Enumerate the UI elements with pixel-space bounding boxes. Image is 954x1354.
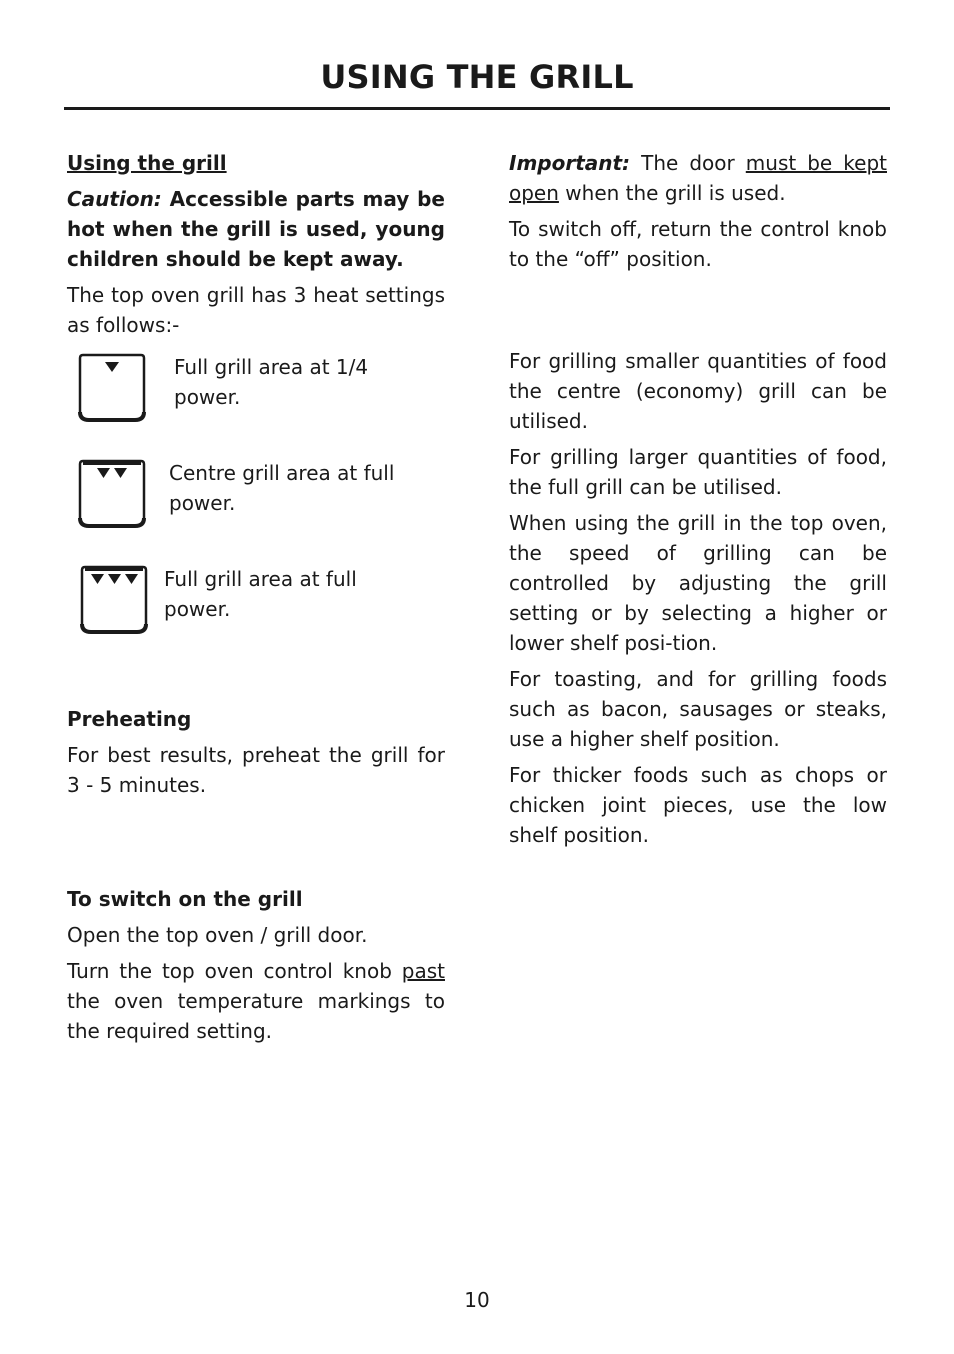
setting-row-2 — [67, 458, 445, 538]
important-note — [509, 148, 887, 208]
caution-text — [67, 184, 445, 274]
important-text-end: when the grill is used. — [558, 181, 786, 205]
setting-3-line-1: Full grill area at full — [164, 567, 357, 591]
switch-off-text: To switch off, return the control knob to the “off” position. — [509, 217, 887, 271]
setting-3-line-2: power. — [164, 597, 231, 621]
section-heading-switch-on: To switch on the grill — [67, 887, 303, 911]
setting-row-1 — [67, 352, 445, 432]
grill-one-triangle-icon — [75, 352, 149, 432]
switch-on-step-2-underlined: past — [401, 959, 445, 983]
setting-text-1 — [174, 352, 368, 412]
setting-2-line-1: Centre grill area at full — [169, 461, 395, 485]
switch-on-step-2-end: the oven temperature markings to the required setting. — [67, 989, 445, 1043]
left-column — [67, 148, 445, 1052]
switch-on-step-2-start: Turn the top oven control knob — [67, 959, 402, 983]
caution-label: Caution: — [67, 187, 162, 211]
grill-two-triangles-icon — [75, 458, 149, 538]
paragraph-speed-control: When using the grill in the top oven, the speed of grilling can be controlled by adjusting the grill setting or by selecting a higher or lower shelf posi-tion. — [509, 511, 887, 655]
caution-body: Accessible parts may be hot when the grill is used, young children should be kept away. — [67, 187, 445, 271]
setting-2-line-2: power. — [169, 491, 236, 515]
setting-text-2 — [169, 458, 394, 518]
setting-1-line-1: Full grill area at 1/4 — [174, 355, 369, 379]
page-number: 10 — [464, 1288, 490, 1312]
setting-text-3 — [164, 564, 357, 624]
paragraph-toasting: For toasting, and for grilling foods such as bacon, sausages or steaks, use a higher shelf position. — [509, 667, 887, 751]
title-rule — [64, 107, 890, 110]
settings-intro: The top oven grill has 3 heat settings as follows:- — [67, 283, 445, 337]
preheating-text: For best results, preheat the grill for 3 - 5 minutes. — [67, 743, 445, 797]
section-heading-preheating: Preheating — [67, 707, 192, 731]
important-label: Important: — [509, 151, 631, 175]
important-text-start: The door — [630, 151, 746, 175]
paragraph-large-quantities: For grilling larger quantities of food, the full grill can be utilised. — [509, 445, 887, 499]
section-heading-using-grill: Using the grill — [67, 151, 227, 175]
setting-1-line-2: power. — [174, 385, 241, 409]
switch-on-step-1: Open the top oven / grill door. — [67, 923, 368, 947]
paragraph-small-quantities: For grilling smaller quantities of food the centre (economy) grill can be utilised. — [509, 349, 887, 433]
important-underlined: must be kept open — [509, 151, 887, 205]
setting-row-3 — [67, 564, 445, 644]
page-title: USING THE GRILL — [320, 58, 634, 96]
grill-three-triangles-icon — [77, 564, 151, 644]
right-column — [509, 148, 887, 856]
paragraph-thicker-foods: For thicker foods such as chops or chicken joint pieces, use the low shelf position. — [509, 763, 887, 847]
switch-on-step-2 — [67, 956, 445, 1046]
